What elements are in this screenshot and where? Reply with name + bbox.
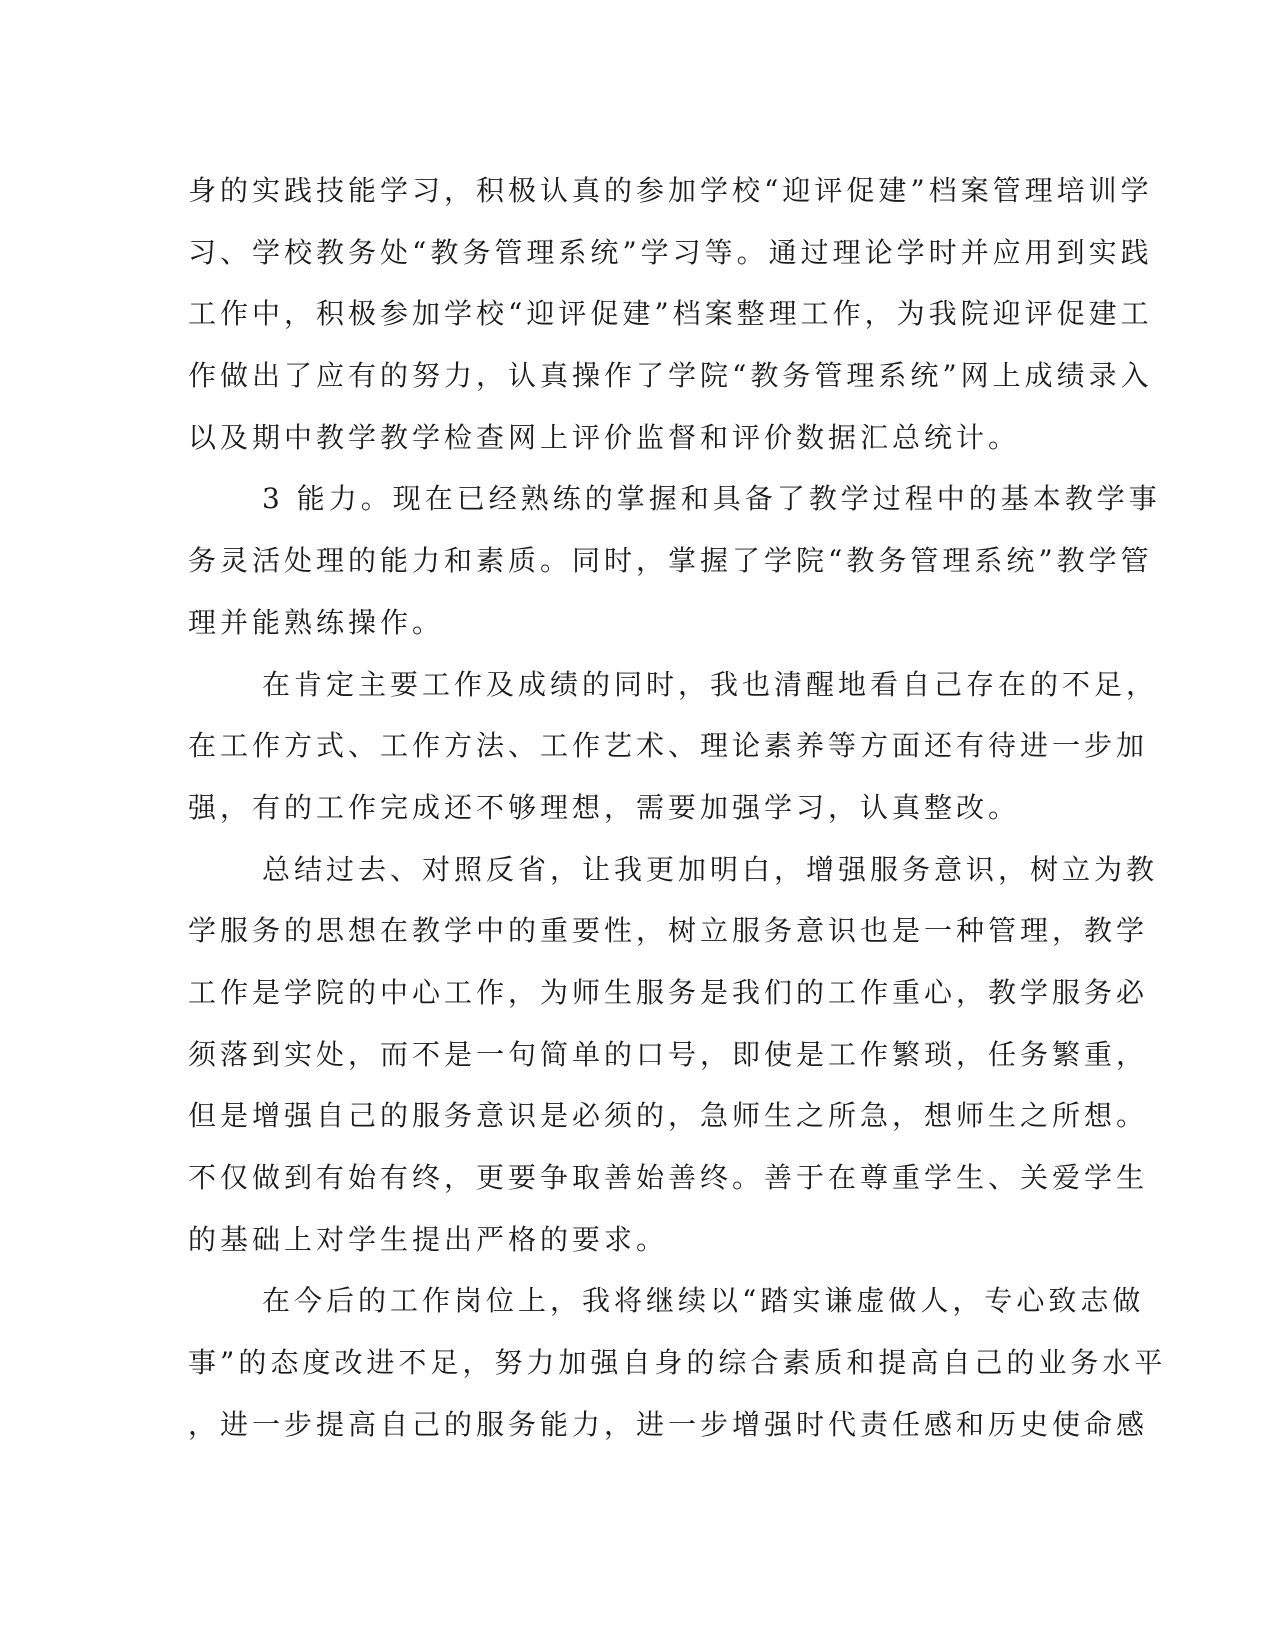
text-line: 在肯定主要工作及成绩的同时，我也清醒地看自己存在的不足， — [262, 667, 1159, 701]
text-line: 在今后的工作岗位上，我将继续以“踏实谦虚做人，专心致志做 — [262, 1284, 1145, 1318]
text-line: 强，有的工作完成还不够理想，需要加强学习，认真整改。 — [188, 790, 1021, 824]
text-line: 理并能熟练操作。 — [188, 605, 445, 639]
text-line: 以及期中教学教学检查网上评价监督和评价数据汇总统计。 — [188, 420, 1021, 454]
text-line: 习、学校教务处“教务管理系统”学习等。通过理论学时并应用到实践 — [188, 235, 1153, 269]
text-line: 的基础上对学生提出严格的要求。 — [188, 1222, 669, 1256]
text-line: 不仅做到有始有终，更要争取善始善终。善于在尊重学生、关爱学生 — [188, 1161, 1149, 1194]
text-line: 身的实践技能学习，积极认真的参加学校“迎评促建”档案管理培训学 — [188, 174, 1153, 207]
text-line: 事”的态度改进不足，努力加强自身的综合素质和提高自己的业务水平 — [188, 1346, 1167, 1380]
text-line: 学服务的思想在教学中的重要性，树立服务意识也是一种管理，教学 — [188, 914, 1149, 948]
text-line: 须落到实处，而不是一句简单的口号，即使是工作繁琐，任务繁重， — [188, 1037, 1149, 1071]
text-line: 工作中，积极参加学校“迎评促建”档案整理工作，为我院迎评促建工 — [188, 297, 1153, 331]
text-line: 但是增强自己的服务意识是必须的，急师生之所急，想师生之所想。 — [188, 1099, 1149, 1133]
text-line: 总结过去、对照反省，让我更加明白，增强服务意识，树立为教 — [262, 852, 1159, 886]
text-line: 务灵活处理的能力和素质。同时，掌握了学院“教务管理系统”教学管 — [188, 544, 1153, 578]
text-line: 3 能力。现在已经熟练的掌握和具备了教学过程中的基本教学事 — [262, 482, 1161, 516]
text-line: 作做出了应有的努力，认真操作了学院“教务管理系统”网上成绩录入 — [188, 359, 1153, 393]
document-body — [188, 160, 1167, 1455]
text-line: 工作是学院的中心工作，为师生服务是我们的工作重心，教学服务必 — [188, 975, 1149, 1009]
text-line: 在工作方式、工作方法、工作艺术、理论素养等方面还有待进一步加 — [188, 729, 1149, 763]
text-line: ，进一步提高自己的服务能力，进一步增强时代责任感和历史使命感 — [188, 1407, 1149, 1441]
